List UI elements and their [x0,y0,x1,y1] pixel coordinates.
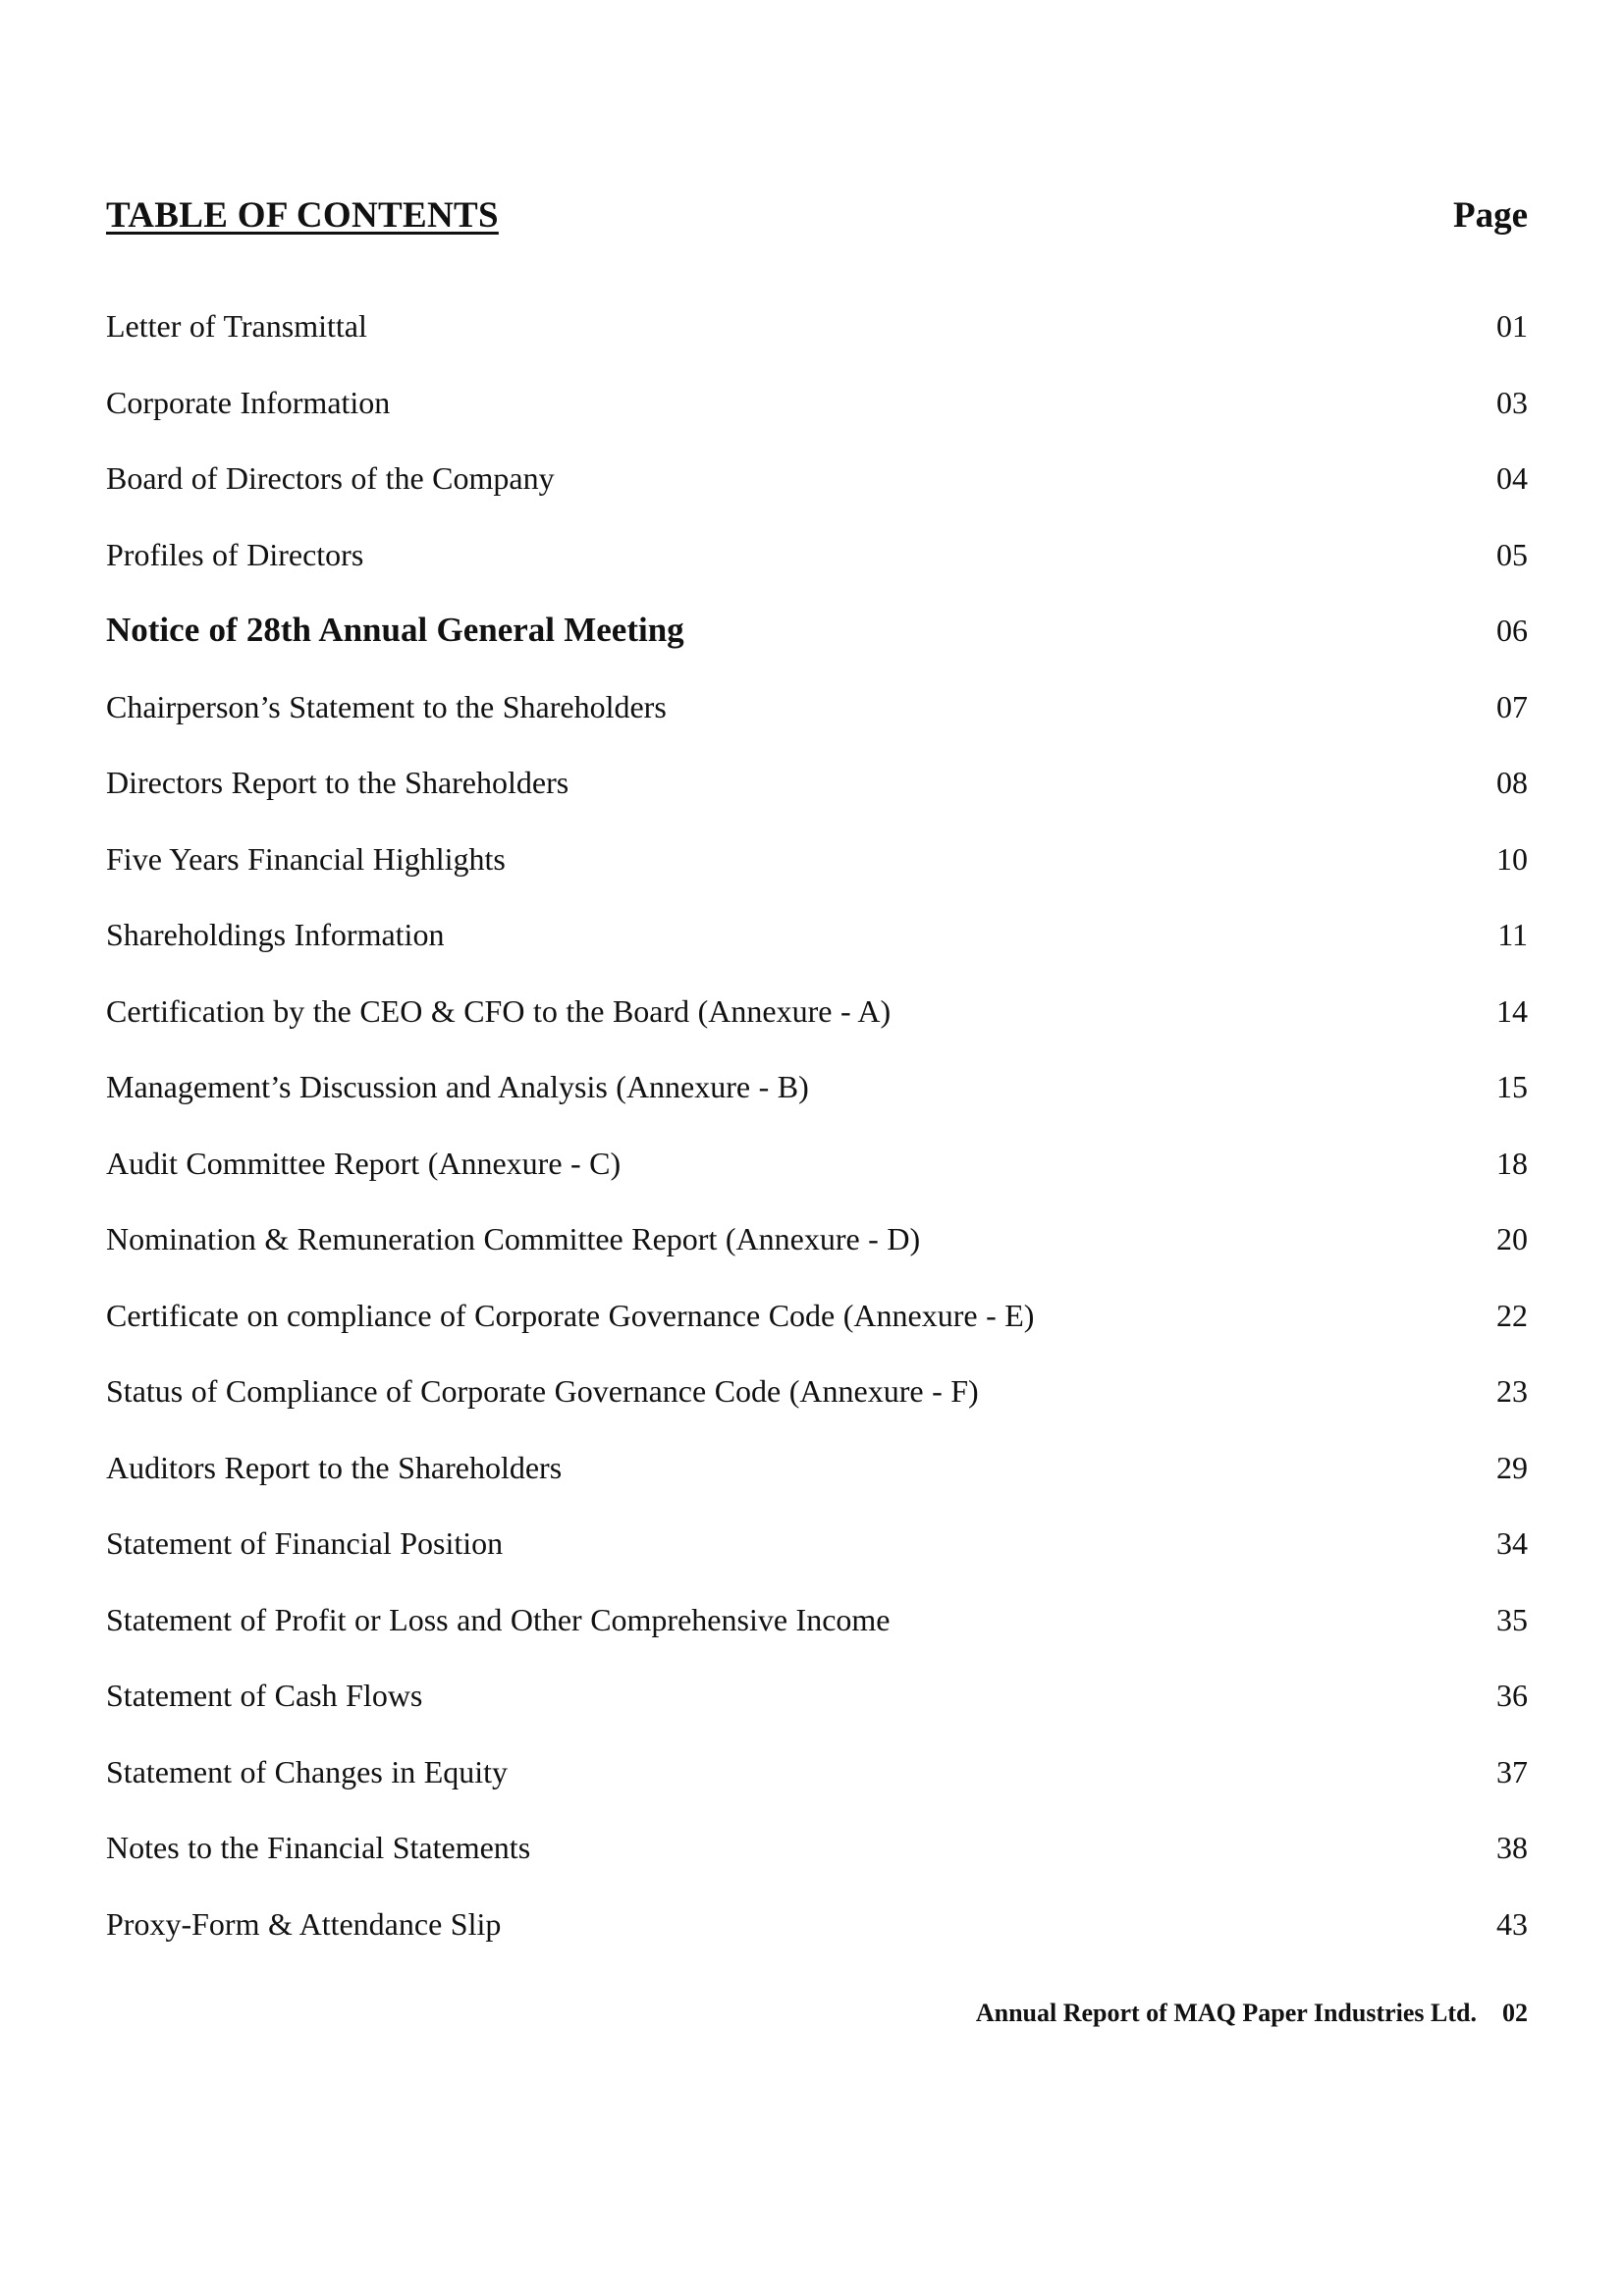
footer-report-title: Annual Report of MAQ Paper Industries Ltd. [975,1999,1477,2027]
toc-entry-page: 38 [1496,1830,1528,1865]
toc-entry[interactable] [106,761,1528,837]
toc-entry[interactable] [106,1902,1528,1979]
toc-entry-label: Five Years Financial Highlights [106,840,506,877]
toc-entry[interactable] [106,1142,1528,1218]
toc-list [106,304,1528,1978]
toc-entry-label: Status of Compliance of Corporate Governance Code (Annexure - F) [106,1373,979,1409]
toc-entry-page: 23 [1496,1373,1528,1409]
toc-entry-label: Proxy-Form & Attendance Slip [106,1905,502,1942]
toc-entry-label: Statement of Financial Position [106,1525,504,1561]
toc-entry-page: 14 [1496,992,1528,1029]
toc-entry[interactable] [106,989,1528,1066]
toc-entry-label: Statement of Cash Flows [106,1678,423,1713]
toc-entry[interactable] [106,685,1528,762]
toc-entry-page: 34 [1496,1525,1528,1561]
page-column-label: Page [1452,195,1528,236]
toc-entry-label: Statement of Profit or Loss and Other Comprehensive Income [106,1601,891,1637]
footer-page-number: 02 [1502,1999,1528,2027]
toc-title: TABLE OF CONTENTS [106,195,499,236]
toc-entry[interactable] [106,1065,1528,1142]
toc-entry-page: 22 [1496,1297,1528,1333]
toc-entry[interactable] [106,1750,1528,1827]
toc-entry[interactable] [106,609,1528,685]
toc-entry-label: Auditors Report to the Shareholders [106,1449,563,1485]
toc-entry-label: Nomination & Remuneration Committee Report (Annexure - D) [106,1221,921,1256]
toc-entry[interactable] [106,1294,1528,1370]
toc-entry-page: 11 [1497,917,1528,952]
toc-entry-label: Letter of Transmittal [106,308,367,344]
toc-entry-label: Notice of 28th Annual General Meeting [106,611,684,649]
toc-entry-page: 03 [1496,384,1528,420]
toc-entry[interactable] [106,533,1528,610]
toc-entry-label: Certificate on compliance of Corporate Governance Code (Annexure - E) [106,1297,1035,1333]
toc-entry-page: 18 [1496,1145,1528,1181]
toc-entry-page: 35 [1496,1601,1528,1637]
toc-entry[interactable] [106,1674,1528,1750]
toc-entry[interactable] [106,1446,1528,1522]
toc-entry[interactable] [106,913,1528,989]
toc-entry-label: Statement of Changes in Equity [106,1753,509,1789]
toc-entry-page: 05 [1496,536,1528,572]
toc-entry-page: 20 [1496,1221,1528,1256]
toc-entry[interactable] [106,837,1528,914]
toc-entry[interactable] [106,1826,1528,1902]
toc-entry[interactable] [106,1369,1528,1446]
toc-header [106,194,1528,243]
toc-entry-page: 37 [1496,1753,1528,1789]
toc-entry-page: 06 [1496,613,1528,648]
toc-entry-label: Shareholdings Information [106,917,445,952]
toc-entry-label: Corporate Information [106,384,391,420]
toc-entry-page: 04 [1496,460,1528,496]
toc-entry-page: 07 [1496,688,1528,724]
toc-entry-label: Certification by the CEO & CFO to the Board (Annexure - A) [106,992,892,1029]
toc-entry-label: Chairperson’s Statement to the Shareholders [106,688,667,724]
toc-entry[interactable] [106,1522,1528,1598]
toc-entry-label: Profiles of Directors [106,536,364,572]
toc-entry[interactable] [106,304,1528,381]
toc-entry-label: Directors Report to the Shareholders [106,765,569,800]
toc-entry-page: 29 [1496,1449,1528,1485]
page-footer [976,1999,1528,2028]
toc-entry-page: 10 [1496,840,1528,877]
toc-entry[interactable] [106,1598,1528,1675]
toc-entry-label: Audit Committee Report (Annexure - C) [106,1145,622,1181]
toc-entry-label: Board of Directors of the Company [106,460,555,496]
toc-entry-page: 08 [1496,765,1528,800]
toc-entry[interactable] [106,1217,1528,1294]
toc-entry-page: 43 [1496,1905,1528,1942]
toc-entry[interactable] [106,456,1528,533]
toc-entry-label: Notes to the Financial Statements [106,1830,531,1865]
toc-entry-page: 15 [1496,1069,1528,1104]
toc-entry[interactable] [106,381,1528,457]
toc-entry-page: 01 [1496,308,1528,344]
toc-entry-label: Management’s Discussion and Analysis (Annexure - B) [106,1069,809,1104]
toc-entry-page: 36 [1496,1678,1528,1713]
